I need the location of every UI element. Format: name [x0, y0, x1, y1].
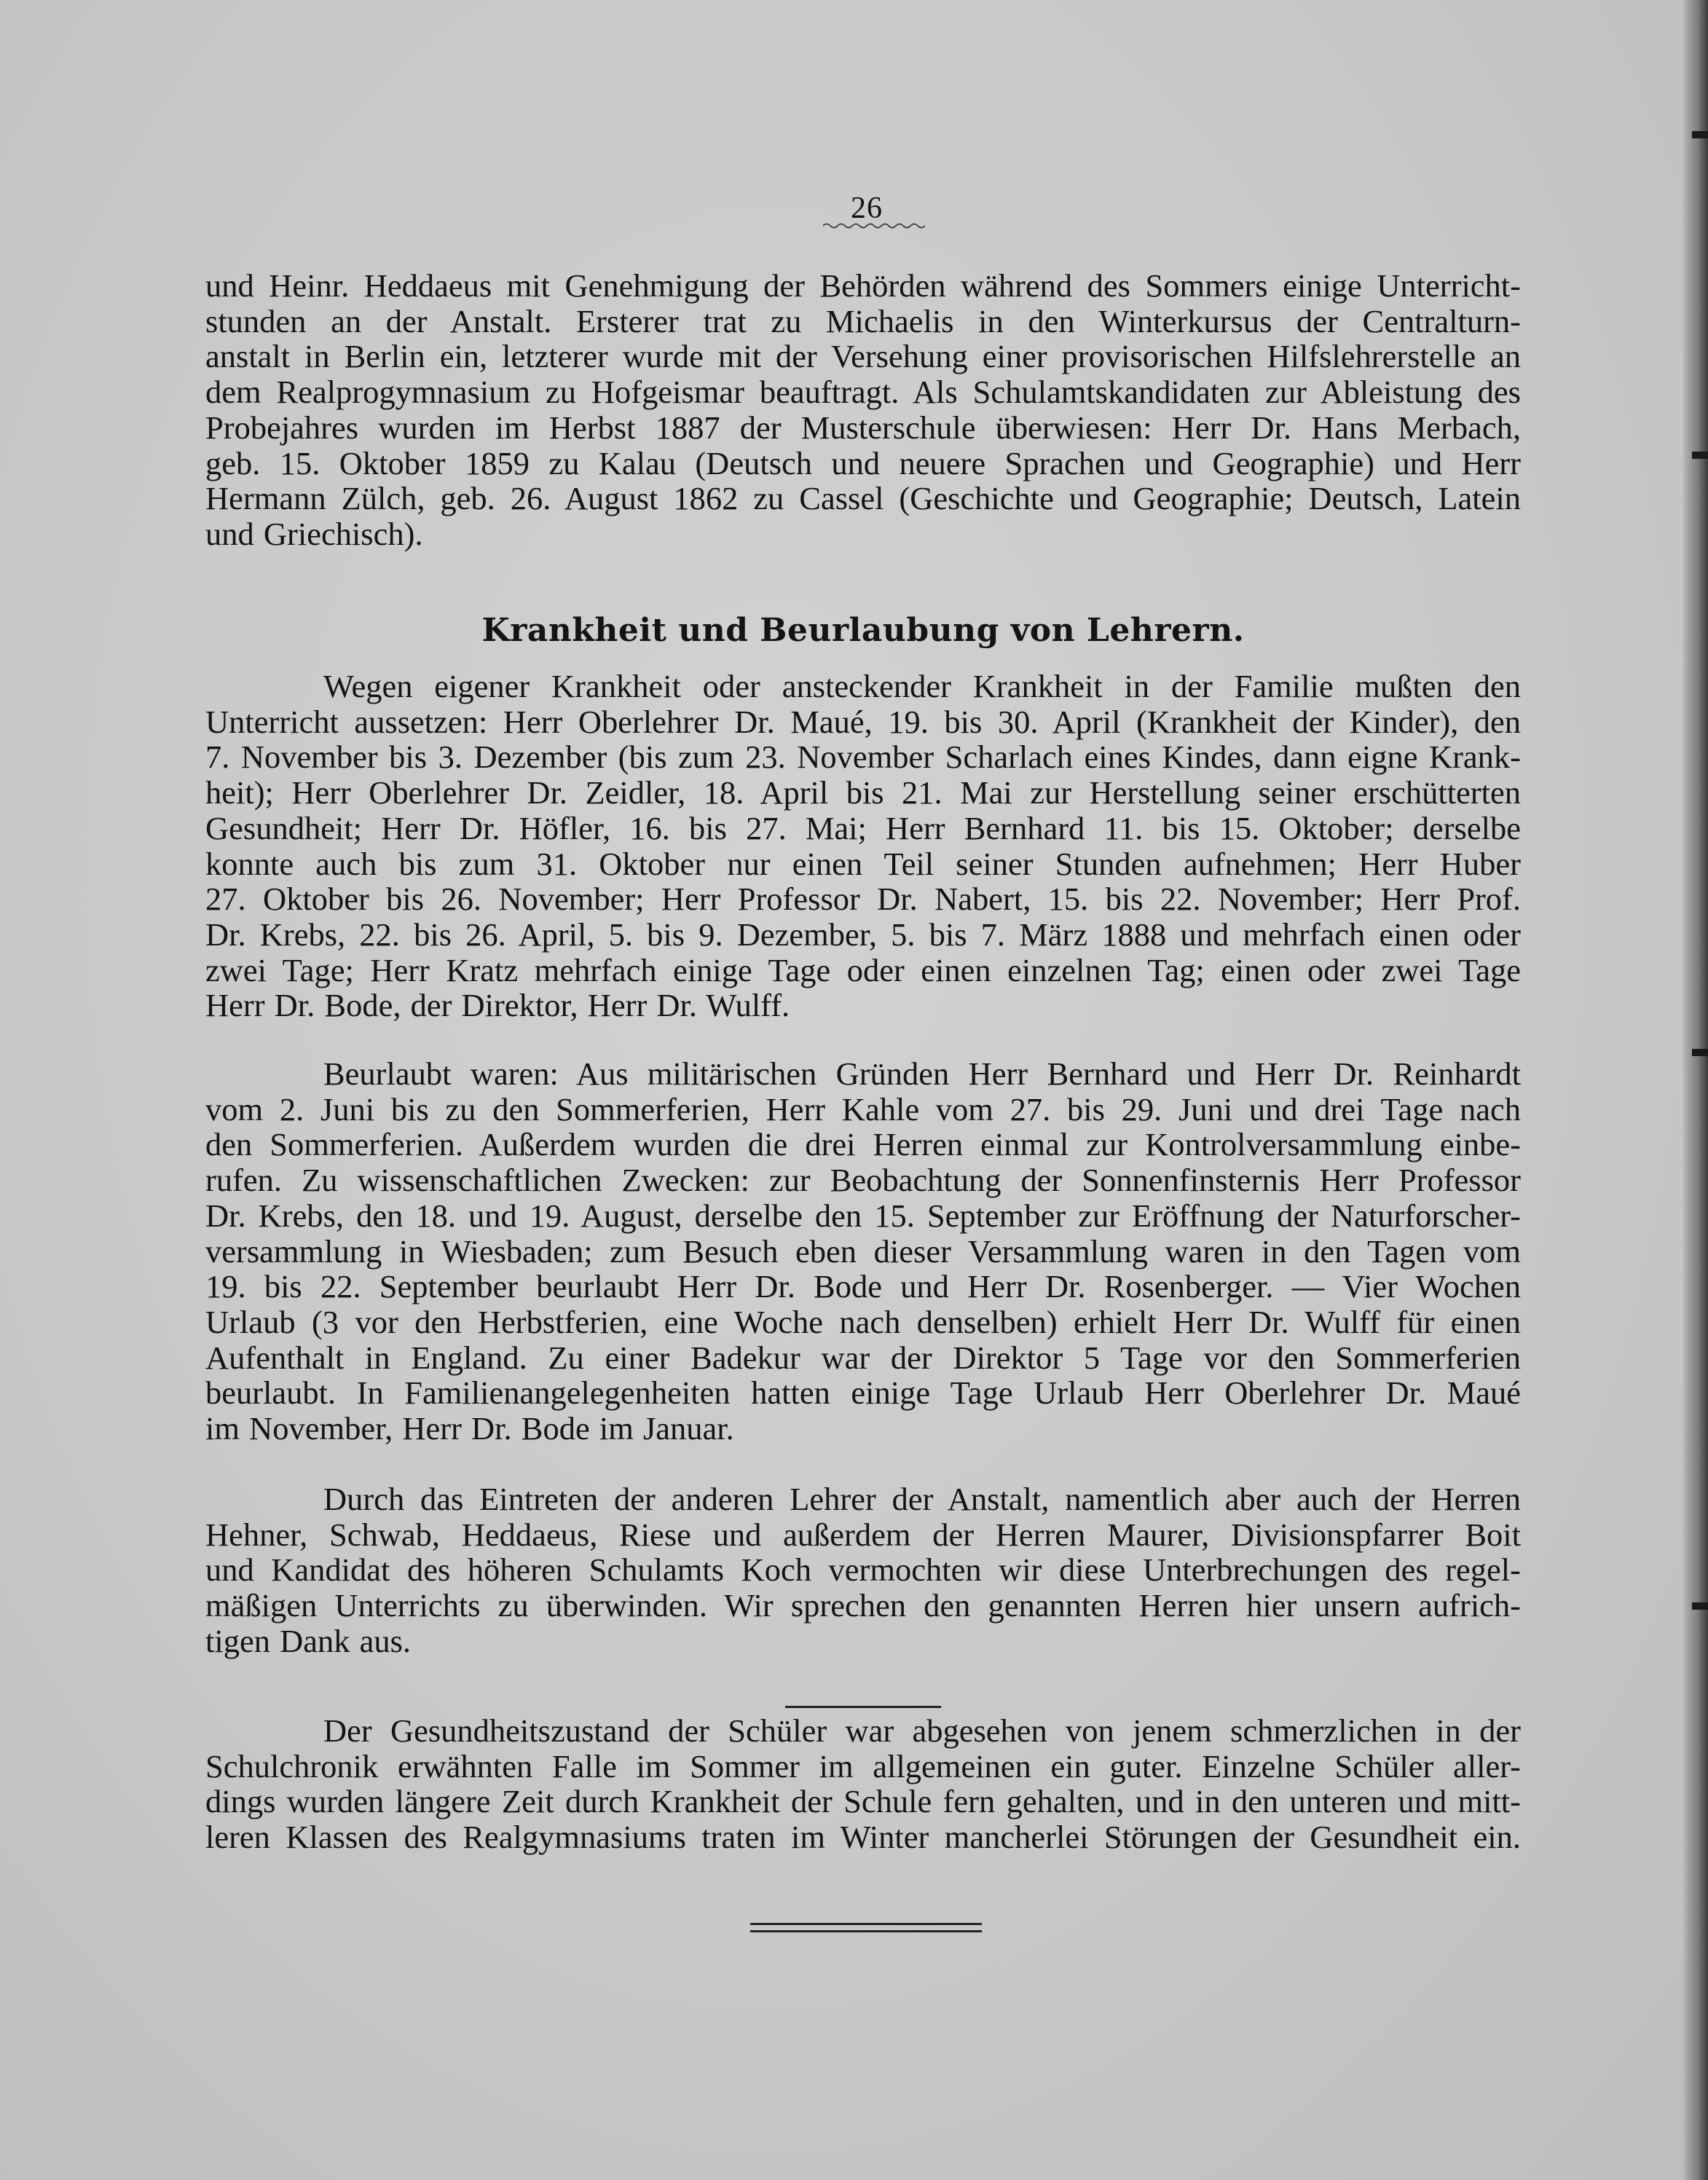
text-line: stunden an der Anstalt. Ersterer trat zu Michaelis in den Winterkursus der Centralturn- — [205, 302, 1521, 339]
page-edge-shadow — [1683, 0, 1708, 2180]
paragraph-health — [205, 1713, 1521, 1855]
binding-mark — [1692, 452, 1708, 459]
text-line: dem Realprogymnasium zu Hofgeismar beauftragt. Als Schulamtskandidaten zur Ableistung des — [205, 374, 1521, 411]
text-line: Gesundheit; Herr Dr. Höfler, 16. bis 27. Mai; Herr Bernhard 11. bis 15. Oktober; derselbe — [205, 809, 1521, 846]
text-line: im November, Herr Dr. Bode im Januar. — [205, 1410, 734, 1447]
text-line: Wegen eigener Krankheit oder ansteckender Krankheit in der Familie mußten den — [323, 668, 1521, 704]
text-line: rufen. Zu wissenschaftlichen Zwecken: zur Beobachtung der Sonnenfinsternis Herr Professor — [205, 1162, 1521, 1199]
text-line: Probejahres wurden im Herbst 1887 der Musterschule überwiesen: Herr Dr. Hans Merbach, — [205, 409, 1521, 446]
text-line: Schulchronik erwähnten Falle im Sommer im allgemeinen ein guter. Einzelne Schüler aller- — [205, 1747, 1521, 1784]
text-line: versammlung in Wiesbaden; zum Besuch eben dieser Versammlung waren in den Tagen vom — [205, 1232, 1521, 1270]
text-line: Herr Dr. Bode, der Direktor, Herr Dr. Wulff. — [205, 987, 790, 1024]
end-rule-bottom — [750, 1930, 982, 1932]
paragraph-illness — [205, 669, 1521, 1023]
text-line: und Kandidat des höheren Schulamts Koch vermochten wir diese Unterbrechungen des regel- — [205, 1551, 1521, 1589]
binding-mark — [1692, 131, 1708, 138]
text-line: Hehner, Schwab, Heddaeus, Riese und außerdem der Herren Maurer, Divisionspfarrer Boit — [205, 1516, 1521, 1553]
text-line: konnte auch bis zum 31. Oktober nur einen Teil seiner Stunden aufnehmen; Herr Huber — [205, 845, 1521, 882]
paragraph-intro — [205, 268, 1521, 552]
text-line: leren Klassen des Realgymnasiums traten im Winter mancherlei Störungen der Gesundheit ein. — [205, 1819, 1521, 1856]
text-line: mäßigen Unterrichts zu überwinden. Wir sprechen den genannten Herren hier unsern aufrich- — [205, 1587, 1521, 1624]
text-line: Beurlaubt waren: Aus militärischen Gründen Herr Bernhard und Herr Dr. Reinhardt — [323, 1055, 1521, 1092]
text-line: Dr. Krebs, 22. bis 26. April, 5. bis 9. Dezember, 5. bis 7. März 1888 und mehrfach einen oder — [205, 916, 1521, 953]
text-line: Aufenthalt in England. Zu einer Badekur war der Direktor 5 Tage vor den Sommerferien — [205, 1339, 1521, 1376]
text-line: 7. November bis 3. Dezember (bis zum 23. November Scharlach eines Kindes, dann eigne Krank- — [205, 739, 1521, 776]
end-rule-top — [750, 1923, 982, 1925]
text-line: und Heinr. Heddaeus mit Genehmigung der Behörden während des Sommers einige Unterricht- — [205, 267, 1521, 304]
section-divider — [785, 1706, 941, 1708]
binding-mark — [1692, 1602, 1708, 1610]
text-line: vom 2. Juni bis zu den Sommerferien, Herr Kahle vom 27. bis 29. Juni und drei Tage nach — [205, 1090, 1521, 1128]
text-line: zwei Tage; Herr Kratz mehrfach einige Tage oder einen einzelnen Tag; einen oder zwei Tage — [205, 951, 1521, 988]
paragraph-leave — [205, 1056, 1521, 1447]
text-line: Unterricht aussetzen: Herr Oberlehrer Dr. Maué, 19. bis 30. April (Krankheit der Kinder), den — [205, 703, 1521, 740]
text-line: tigen Dank aus. — [205, 1622, 412, 1659]
binding-mark — [1692, 1049, 1708, 1056]
text-line: den Sommerferien. Außerdem wurden die drei Herren einmal zur Kontrolversammlung einbe- — [205, 1126, 1521, 1163]
page-number: 26 — [851, 192, 883, 225]
text-line: heit); Herr Oberlehrer Dr. Zeidler, 18. April bis 21. Mai zur Herstellung seiner erschütterten — [205, 774, 1521, 811]
paragraph-thanks — [205, 1481, 1521, 1659]
section-heading: Krankheit und Beurlaubung von Lehrern. — [481, 612, 1245, 649]
text-line: 27. Oktober bis 26. November; Herr Professor Dr. Nabert, 15. bis 22. November; Herr Prof. — [205, 881, 1521, 918]
text-line: Urlaub (3 vor den Herbstferien, eine Woche nach denselben) erhielt Herr Dr. Wulff für einen — [205, 1303, 1521, 1340]
text-line: Der Gesundheitszustand der Schüler war abgesehen von jenem schmerzlichen in der — [323, 1712, 1521, 1749]
text-line: Durch das Eintreten der anderen Lehrer der Anstalt, namentlich aber auch der Herren — [323, 1481, 1521, 1517]
text-line: geb. 15. Oktober 1859 zu Kalau (Deutsch und neuere Sprachen und Geographie) und Herr — [205, 444, 1521, 481]
text-line: anstalt in Berlin ein, letzterer wurde mit der Versehung einer provisorischen Hilfslehrerstelle an — [205, 338, 1521, 375]
text-line: und Griechisch). — [205, 515, 423, 552]
text-line: dings wurden längere Zeit durch Krankheit der Schule fern gehalten, und in den unteren und mitt- — [205, 1783, 1521, 1820]
text-line: 19. bis 22. September beurlaubt Herr Dr. Bode und Herr Dr. Rosenberger. — Vier Wochen — [205, 1268, 1521, 1305]
page-number-ornament — [823, 221, 925, 230]
text-line: Dr. Krebs, den 18. und 19. August, derselbe den 15. September zur Eröffnung der Naturforscher- — [205, 1197, 1521, 1234]
text-line: Hermann Zülch, geb. 26. August 1862 zu Cassel (Geschichte und Geographie; Deutsch, Latein — [205, 480, 1521, 517]
text-line: beurlaubt. In Familienangelegenheiten hatten einige Tage Urlaub Herr Oberlehrer Dr. Maué — [205, 1374, 1521, 1412]
